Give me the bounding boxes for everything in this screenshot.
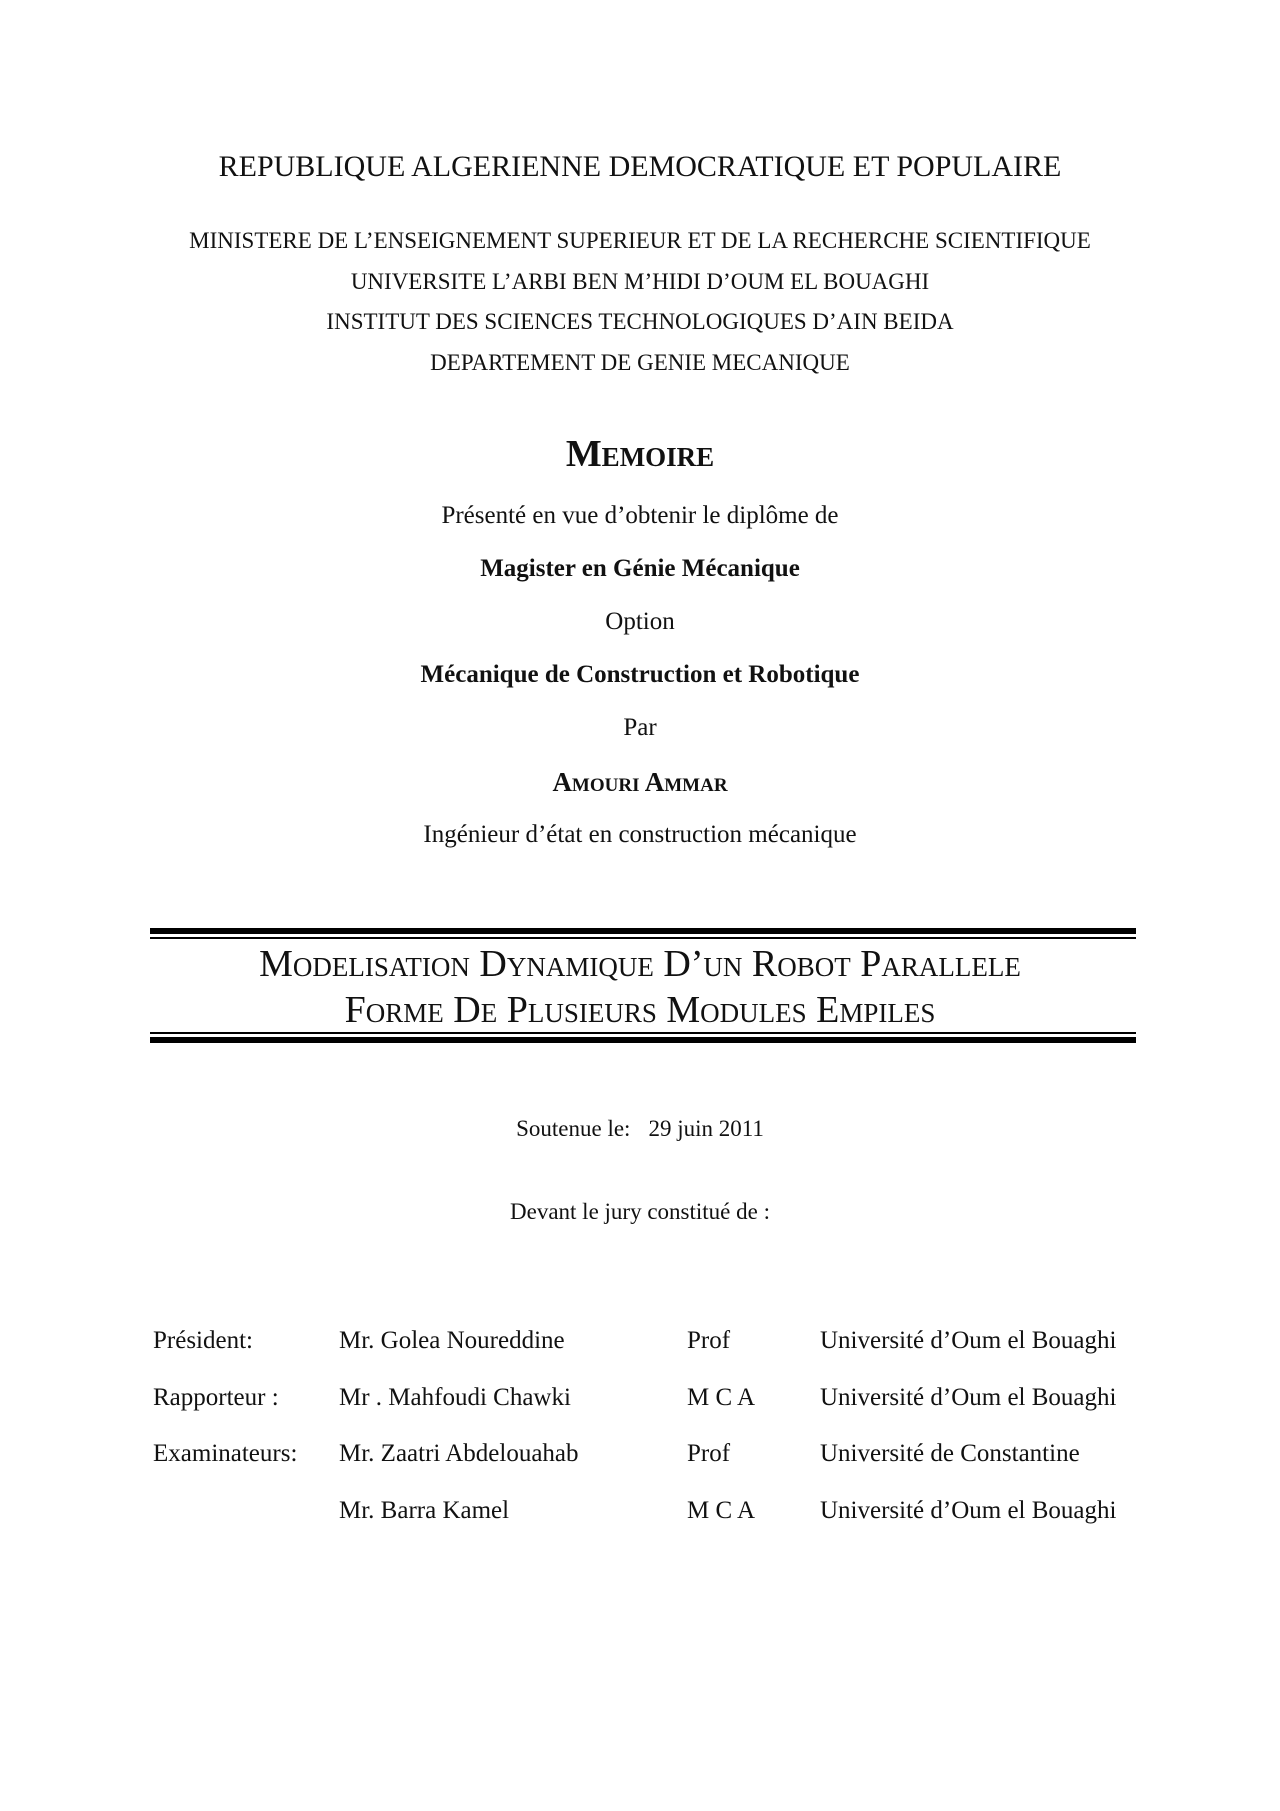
presented-line: Présenté en vue d’obtenir le diplôme de	[441, 502, 839, 529]
jury-grade: Prof	[687, 1440, 731, 1467]
jury-name: Mr. Golea Noureddine	[339, 1327, 565, 1354]
title-rule-top-thick	[150, 928, 1136, 934]
title-rule-bottom-thick	[150, 1037, 1136, 1043]
jury-role: Rapporteur :	[153, 1384, 279, 1411]
option-value: Mécanique de Construction et Robotique	[420, 661, 860, 688]
title-rule-top-thin	[150, 937, 1136, 939]
thesis-title-line-2: Forme De Plusieurs Modules Empiles	[344, 989, 936, 1031]
jury-institution: Université de Constantine	[820, 1440, 1080, 1467]
jury-name: Mr. Barra Kamel	[339, 1497, 510, 1524]
jury-row	[0, 1384, 1280, 1420]
author-name: Amouri Ammar	[552, 767, 728, 797]
jury-row	[0, 1497, 1280, 1533]
defense-date: 29 juin 2011	[648, 1116, 764, 1141]
jury-name: Mr. Zaatri Abdelouahab	[339, 1440, 579, 1467]
ministry-line: MINISTERE DE L’ENSEIGNEMENT SUPERIEUR ET DE LA RECHERCHE SCIENTIFIQUE	[189, 228, 1091, 253]
jury-row	[0, 1327, 1280, 1363]
par-label: Par	[623, 714, 657, 741]
department-line: DEPARTEMENT DE GENIE MECANIQUE	[430, 350, 850, 375]
jury-role: Président:	[153, 1327, 253, 1354]
option-label: Option	[605, 608, 675, 635]
institute-line: INSTITUT DES SCIENCES TECHNOLOGIQUES D’AIN BEIDA	[326, 309, 954, 334]
university-line: UNIVERSITE L’ARBI BEN M’HIDI D’OUM EL BOUAGHI	[350, 269, 930, 294]
jury-row	[0, 1440, 1280, 1476]
author-title: Ingénieur d’état en construction mécanique	[423, 821, 857, 848]
jury-grade: M C A	[687, 1384, 756, 1411]
title-rule-bottom-thin	[150, 1032, 1136, 1034]
memoire-heading: Memoire	[565, 433, 715, 475]
jury-institution: Université d’Oum el Bouaghi	[820, 1497, 1117, 1524]
diploma-name: Magister en Génie Mécanique	[480, 555, 800, 582]
jury-institution: Université d’Oum el Bouaghi	[820, 1384, 1117, 1411]
jury-role: Examinateurs:	[153, 1440, 298, 1467]
jury-grade: Prof	[687, 1327, 731, 1354]
defense-line	[0, 1116, 1280, 1142]
defense-label: Soutenue le:	[516, 1116, 631, 1141]
jury-institution: Université d’Oum el Bouaghi	[820, 1327, 1117, 1354]
jury-grade: M C A	[687, 1497, 756, 1524]
thesis-title-line-1: Modelisation Dynamique D’un Robot Parallele	[259, 943, 1021, 985]
republic-heading: REPUBLIQUE ALGERIENNE DEMOCRATIQUE ET POPULAIRE	[218, 150, 1062, 183]
jury-name: Mr . Mahfoudi Chawki	[339, 1384, 571, 1411]
jury-intro: Devant le jury constitué de :	[510, 1199, 770, 1224]
